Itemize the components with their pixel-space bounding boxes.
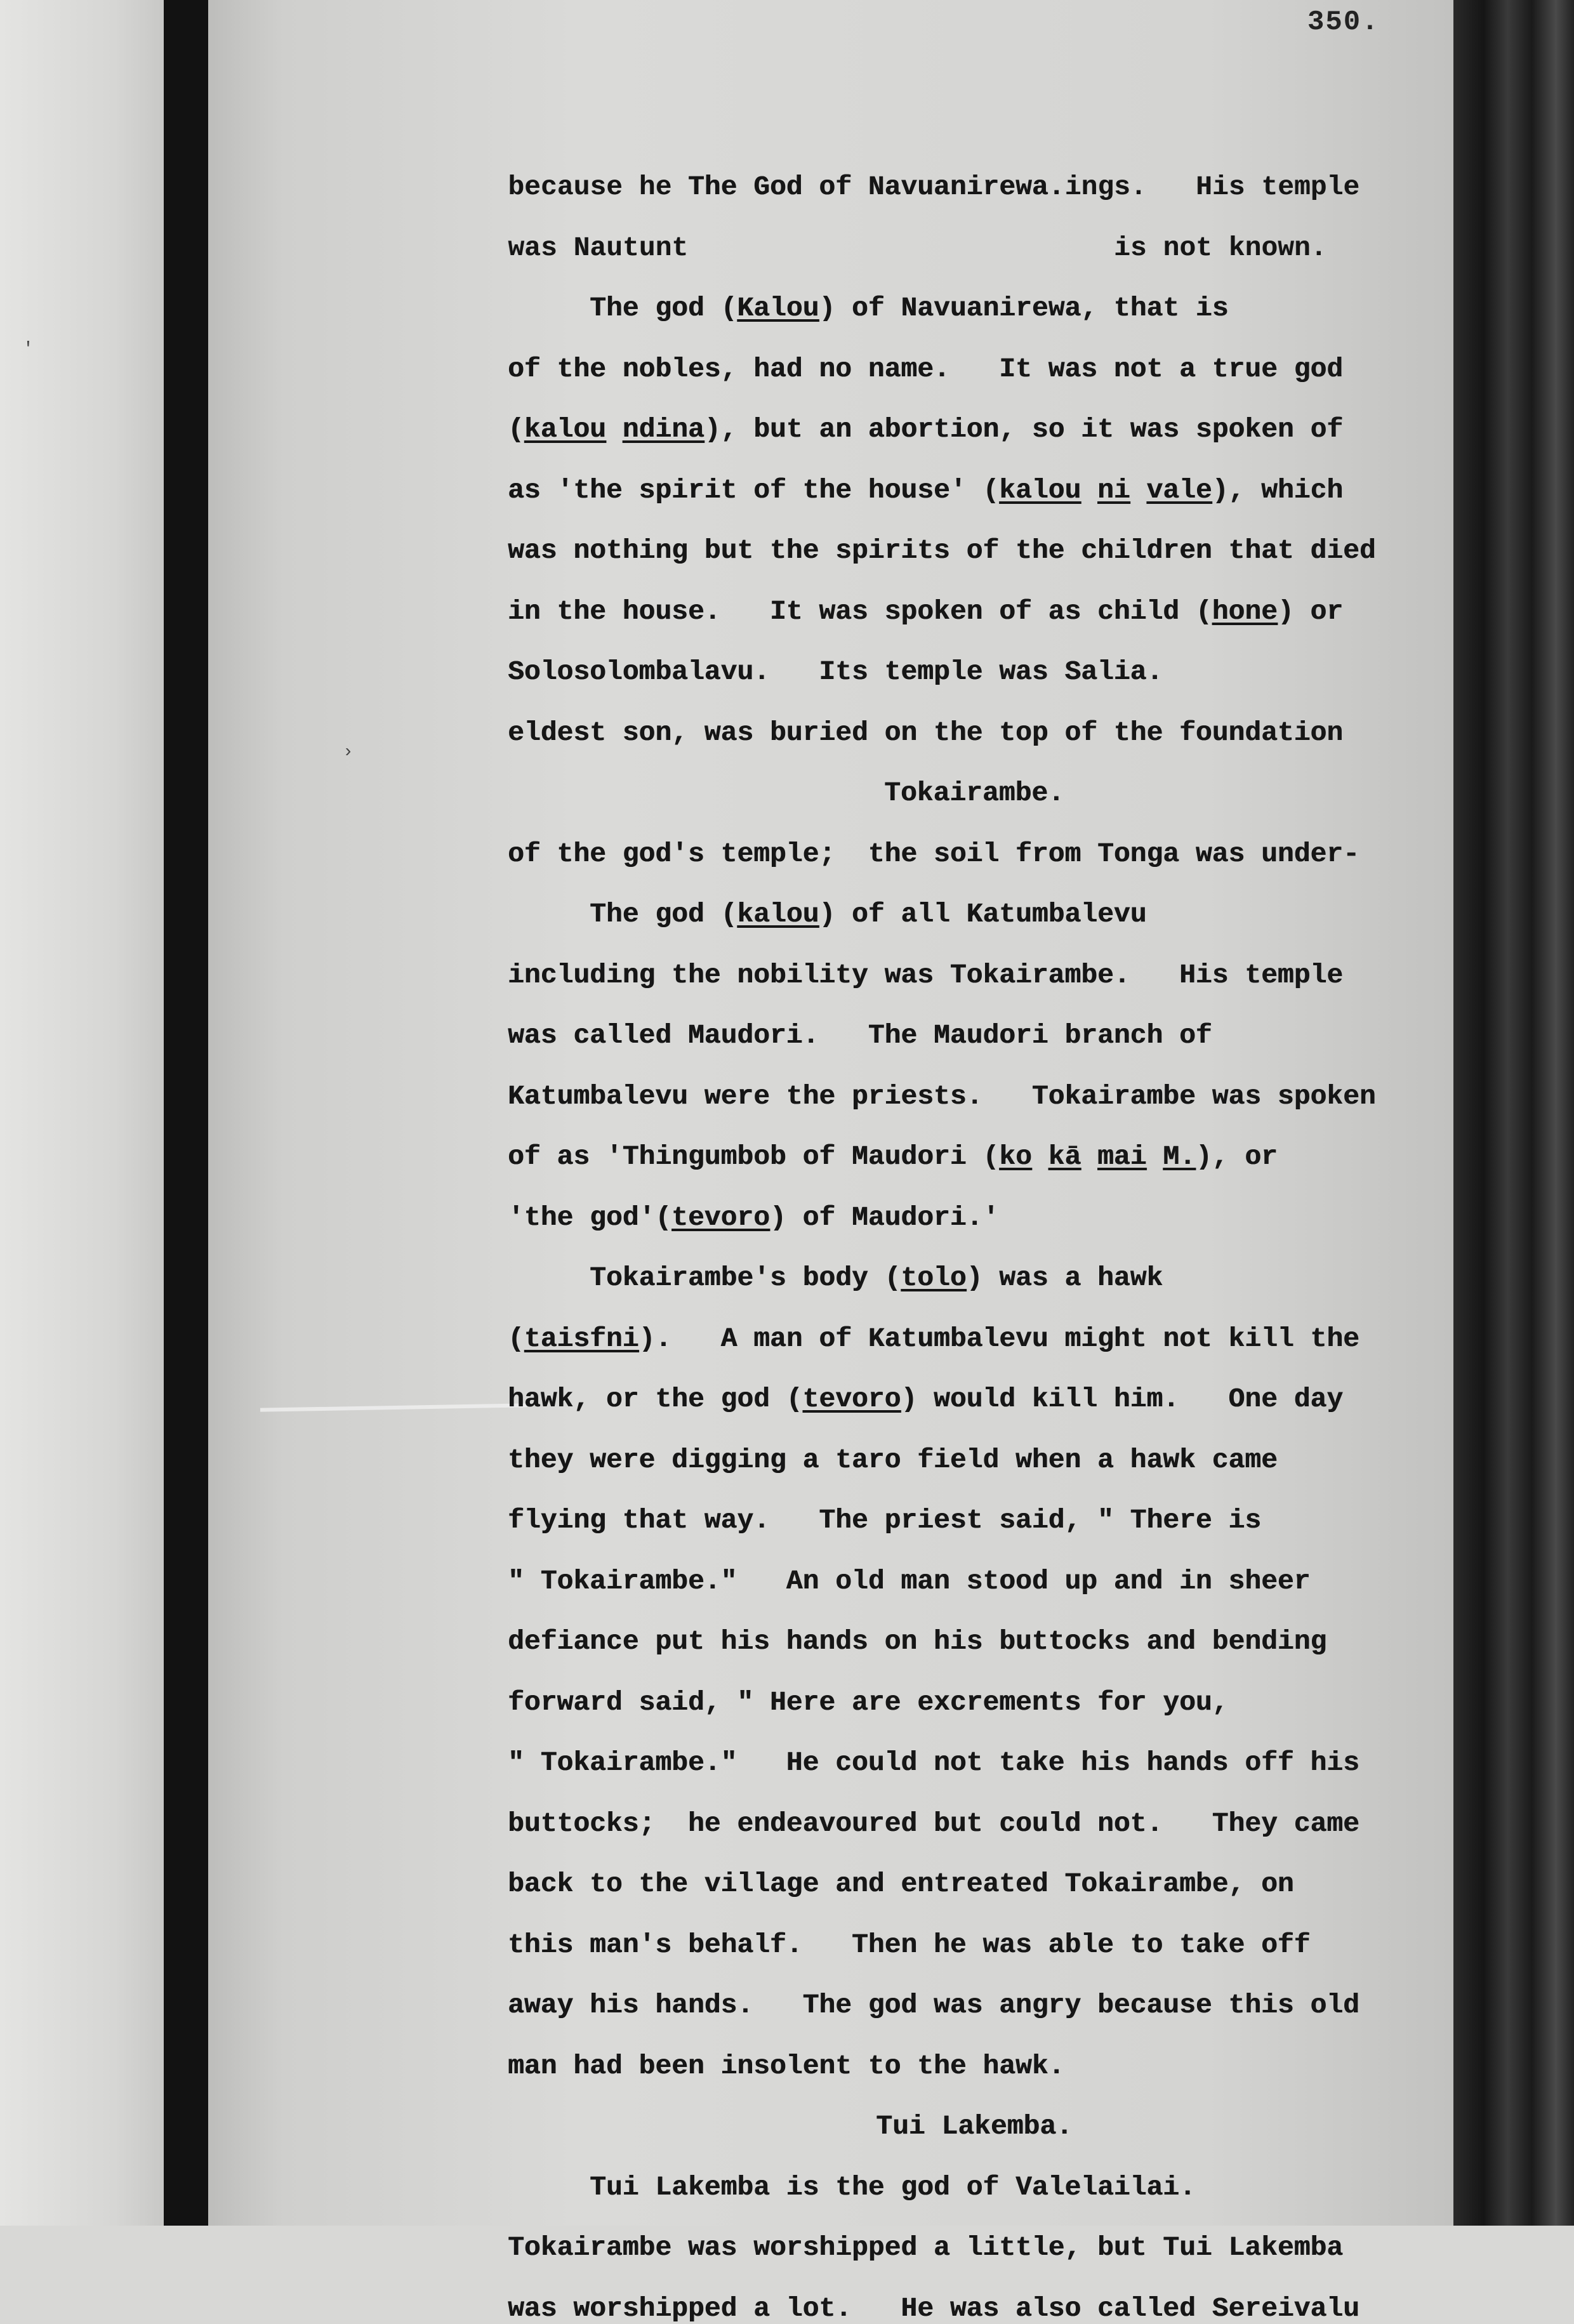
text-line xyxy=(508,1202,999,1233)
text-run: Tui Lakemba is the god of Valelailai. xyxy=(590,2171,1196,2203)
text-run: of the god's temple; the soil from Tonga was under- xyxy=(508,838,1359,869)
text-line xyxy=(508,353,1343,385)
underlined-term: kalou xyxy=(524,414,606,445)
underlined-term: hone xyxy=(1212,595,1278,627)
text-line xyxy=(508,656,1163,687)
section-heading xyxy=(508,777,1441,809)
text-line xyxy=(508,1262,1163,1293)
underlined-term: tolo xyxy=(901,1262,967,1293)
text-run xyxy=(1081,1141,1097,1172)
text-run: in the house. It was spoken of as child ( xyxy=(508,595,1212,627)
underlined-term: kā xyxy=(1048,1141,1081,1172)
text-line xyxy=(508,1990,1359,2021)
text-run: Tokairambe's body ( xyxy=(590,1262,901,1293)
text-run: including the nobility was Tokairambe. His temple xyxy=(508,959,1344,991)
text-line xyxy=(508,2172,1196,2203)
faded-text: ings. His temple xyxy=(1064,171,1359,202)
text-run: ). A man of Katumbalevu might not kill the xyxy=(638,1323,1359,1354)
text-run: " Tokairambe." An old man stood up and in sheer xyxy=(508,1565,1311,1597)
text-line xyxy=(508,2232,1343,2263)
text-line xyxy=(508,960,1343,991)
text-line xyxy=(508,1808,1359,1839)
text-line xyxy=(508,596,1343,627)
text-run: The god ( xyxy=(590,899,737,930)
text-run xyxy=(508,293,590,324)
text-run: ), or xyxy=(1195,1141,1278,1172)
text-run: buttocks; he endeavoured but could not. They came xyxy=(508,1807,1359,1839)
margin-tick-mark: ′ xyxy=(23,340,34,359)
text-run: this man's behalf. Then he was able to take off xyxy=(508,1929,1311,1960)
text-line xyxy=(508,717,1343,748)
text-run xyxy=(1081,475,1097,506)
text-run: forward said, " Here are excrements for you, xyxy=(508,1686,1229,1718)
heading-text: Tui Lakemba. xyxy=(876,2111,1073,2142)
text-run: they were digging a taro field when a hawk came xyxy=(508,1444,1278,1476)
text-line xyxy=(508,1626,1326,1657)
text-run: eldest son, was buried on the top of the foundation xyxy=(508,716,1344,748)
underlined-term: kalou xyxy=(999,474,1081,506)
underlined-term: ndina xyxy=(622,414,704,445)
underlined-term: ko xyxy=(999,1141,1032,1172)
underlined-term: ni xyxy=(1097,474,1130,506)
text-run: as 'the spirit of the house' ( xyxy=(508,474,1000,506)
text-run: hawk, or the god ( xyxy=(508,1383,803,1415)
text-run xyxy=(508,899,590,930)
underlined-term: tevoro xyxy=(802,1383,901,1415)
left-margin xyxy=(0,0,164,2226)
text-run: man had been insolent to the hawk. xyxy=(508,2050,1065,2082)
text-run: ( xyxy=(508,1323,524,1354)
text-run: ) or xyxy=(1277,595,1344,627)
page-edge-shadow xyxy=(1453,0,1574,2226)
text-run xyxy=(508,1262,590,1293)
underlined-term: mai xyxy=(1097,1141,1147,1172)
text-run: ) of all Katumbalevu xyxy=(819,899,1147,930)
text-run: ( xyxy=(508,414,524,445)
heading-text: Tokairambe. xyxy=(884,777,1064,809)
text-run xyxy=(1146,1141,1163,1172)
underlined-term: kalou xyxy=(737,899,819,930)
underlined-term: M. xyxy=(1163,1141,1196,1172)
text-run: defiance put his hands on his buttocks and bending xyxy=(508,1626,1327,1657)
text-run: was called Maudori. The Maudori branch of xyxy=(508,1020,1212,1051)
text-line xyxy=(508,1444,1278,1476)
text-run: ), which xyxy=(1212,474,1344,506)
text-run xyxy=(1032,1141,1048,1172)
text-run: away his hands. The god was angry because this old xyxy=(508,1990,1359,2021)
text-line xyxy=(508,1081,1376,1112)
text-run: " Tokairambe." He could not take his hands off his xyxy=(508,1747,1359,1778)
text-line xyxy=(508,1747,1359,1778)
text-run: ) of Maudori.' xyxy=(769,1201,1000,1233)
text-run: of the nobles, had no name. It was not a true god xyxy=(508,353,1344,385)
text-run: was worshipped a lot. He was also called Sereivalu xyxy=(508,2292,1359,2324)
text-line xyxy=(508,899,1146,930)
text-line xyxy=(508,414,1343,445)
section-heading: The God of Navuanirewa. xyxy=(687,171,1065,202)
text-line xyxy=(508,1929,1310,1960)
text-line xyxy=(508,1687,1228,1718)
text-line xyxy=(508,171,1359,202)
text-line xyxy=(508,535,1376,566)
text-run xyxy=(1130,475,1147,506)
text-line xyxy=(508,2050,1064,2082)
underlined-term: Kalou xyxy=(737,293,819,324)
text-run: ), but an abortion, so it was spoken of xyxy=(704,414,1344,445)
text-run: back to the village and entreated Tokairambe, on xyxy=(508,1868,1294,1899)
text-line xyxy=(508,838,1359,869)
text-line xyxy=(508,1505,1261,1536)
text-run: ) would kill him. One day xyxy=(901,1383,1344,1415)
page-number: 350. xyxy=(1307,6,1380,38)
section-heading xyxy=(508,2111,1441,2142)
text-run: was Nautunt xyxy=(508,232,688,263)
text-line xyxy=(508,1141,1278,1172)
text-run: was nothing but the spirits of the children that died xyxy=(508,535,1376,566)
text-run: ) was a hawk xyxy=(966,1262,1163,1293)
text-run: Tokairambe was worshipped a little, but Tui Lakemba xyxy=(508,2232,1344,2263)
text-run: flying that way. The priest said, " There is xyxy=(508,1505,1261,1536)
binding-bar xyxy=(164,0,208,2226)
text-line xyxy=(508,293,1228,324)
text-run: is not known. xyxy=(687,232,1327,263)
text-line xyxy=(508,1566,1310,1597)
underlined-term: tevoro xyxy=(671,1201,770,1233)
text-line xyxy=(508,1020,1212,1051)
text-run xyxy=(508,2172,590,2203)
text-line xyxy=(508,1323,1359,1354)
text-run: 'the god'( xyxy=(508,1201,672,1233)
text-run: ) of Navuanirewa, that is xyxy=(819,293,1229,324)
text-run: of as 'Thingumbob of Maudori ( xyxy=(508,1141,1000,1172)
text-run: Katumbalevu were the priests. Tokairambe was spoken xyxy=(508,1080,1376,1112)
text-line xyxy=(508,2293,1359,2324)
text-run xyxy=(606,414,623,445)
text-line xyxy=(508,1868,1294,1899)
margin-tick-mark: › xyxy=(343,743,354,762)
underlined-term: taisfni xyxy=(524,1323,639,1354)
text-run: The god ( xyxy=(590,293,737,324)
text-run: Solosolombalavu. Its temple was Salia. xyxy=(508,656,1163,687)
text-line xyxy=(508,475,1343,506)
text-line xyxy=(508,1383,1343,1415)
faded-text: because he xyxy=(508,171,688,202)
underlined-term: vale xyxy=(1146,474,1212,506)
text-line xyxy=(508,232,1326,263)
